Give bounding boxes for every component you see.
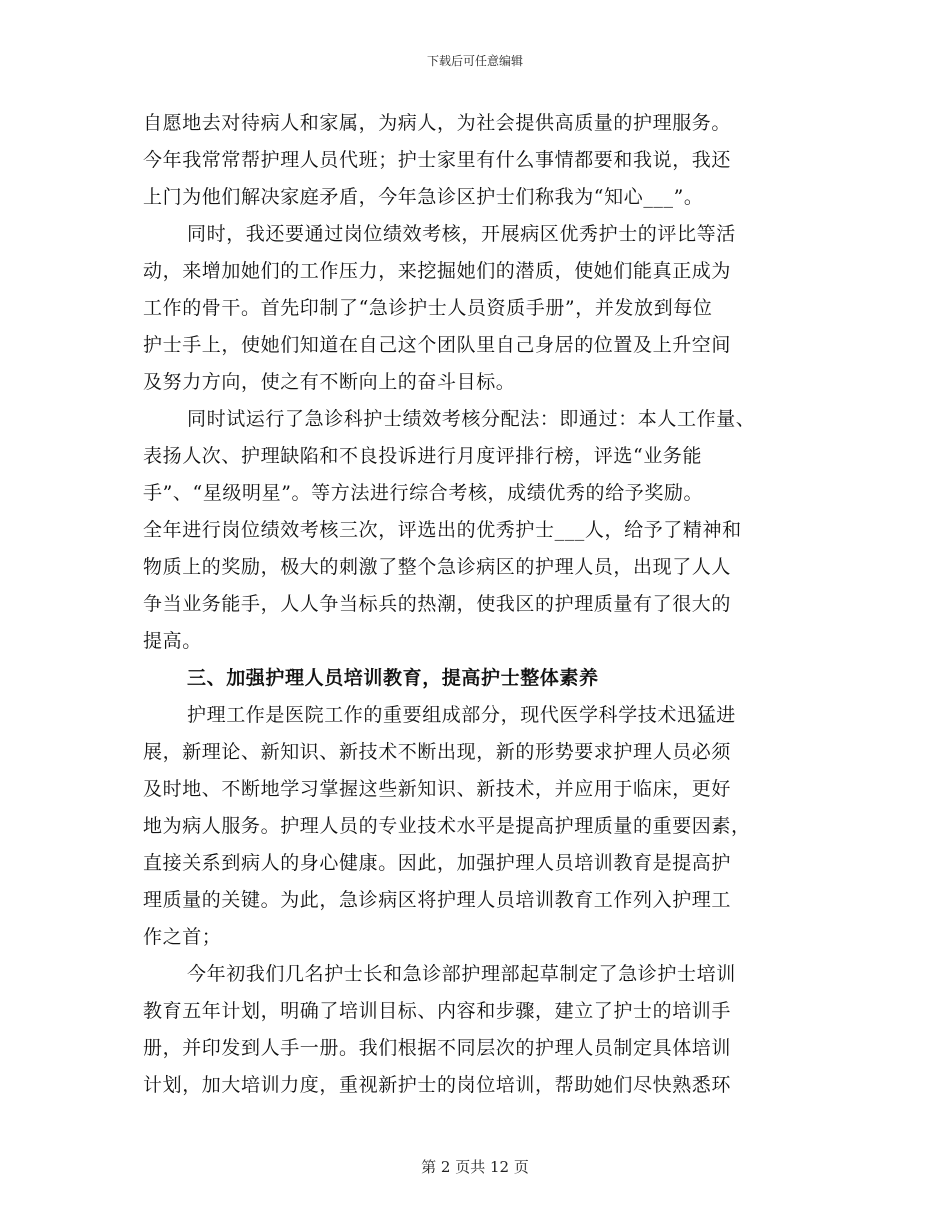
text-line: 动，来增加她们的工作压力，来挖掘她们的潜质，使她们能真正成为 <box>143 260 732 282</box>
text-line: 作之首； <box>143 926 222 948</box>
text-line: 及时地、不断地学习掌握这些新知识、新技术，并应用于临床，更好 <box>143 778 732 800</box>
text-line: 直接关系到病人的身心健康。因此，加强护理人员培训教育是提高护 <box>143 852 732 874</box>
text-line: 教育五年计划，明确了培训目标、内容和步骤，建立了护士的培训手 <box>143 1000 732 1022</box>
text-line: 物质上的奖励，极大的刺激了整个急诊病区的护理人员，出现了人人 <box>143 556 732 578</box>
text-line: 地为病人服务。护理人员的专业技术水平是提高护理质量的重要因素， <box>143 815 751 837</box>
text-line: 争当业务能手，人人争当标兵的热潮，使我区的护理质量有了很大的 <box>143 593 732 615</box>
text-line: 自愿地去对待病人和家属，为病人，为社会提供高质量的护理服务。 <box>143 112 732 134</box>
text-line: 全年进行岗位绩效考核三次，评选出的优秀护士___人，给予了精神和 <box>143 519 742 541</box>
text-line: 表扬人次、护理缺陷和不良投诉进行月度评排行榜，评选“业务能 <box>143 445 703 467</box>
text-line: 册，并印发到人手一册。我们根据不同层次的护理人员制定具体培训 <box>143 1037 732 1059</box>
text-line: 同时，我还要通过岗位绩效考核，开展病区优秀护士的评比等活 <box>187 223 736 245</box>
text-line: 提高。 <box>143 630 202 652</box>
text-line: 展，新理论、新知识、新技术不断出现，新的形势要求护理人员必须 <box>143 741 732 763</box>
text-line: 及努力方向，使之有不断向上的奋斗目标。 <box>143 371 516 393</box>
text-line: 上门为他们解决家庭矛盾，今年急诊区护士们称我为“知心___”。 <box>143 186 704 208</box>
text-line: 同时试运行了急诊科护士绩效考核分配法：即通过：本人工作量、 <box>187 408 756 430</box>
text-line: 手”、“星级明星”。等方法进行综合考核，成绩优秀的给予奖励。 <box>143 482 704 504</box>
text-line: 工作的骨干。首先印制了“急诊护士人员资质手册”，并发放到每位 <box>143 297 713 319</box>
text-line: 护士手上，使她们知道在自己这个团队里自己身居的位置及上升空间 <box>143 334 732 356</box>
page-header: 下载后可任意编辑 <box>426 54 523 68</box>
text-line: 护理工作是医院工作的重要组成部分，现代医学科学技术迅猛进 <box>187 704 736 726</box>
section-heading: 三、加强护理人员培训教育，提高护士整体素养 <box>187 667 599 689</box>
text-line: 计划，加大培训力度，重视新护士的岗位培训，帮助她们尽快熟悉环 <box>143 1074 732 1096</box>
document-body <box>143 105 811 1104</box>
page-footer: 第 2 页共 12 页 <box>421 1158 529 1176</box>
text-line: 今年初我们几名护士长和急诊部护理部起草制定了急诊护士培训 <box>187 963 736 985</box>
text-line: 理质量的关键。为此，急诊病区将护理人员培训教育工作列入护理工 <box>143 889 732 911</box>
text-line: 今年我常常帮护理人员代班；护士家里有什么事情都要和我说，我还 <box>143 149 732 171</box>
